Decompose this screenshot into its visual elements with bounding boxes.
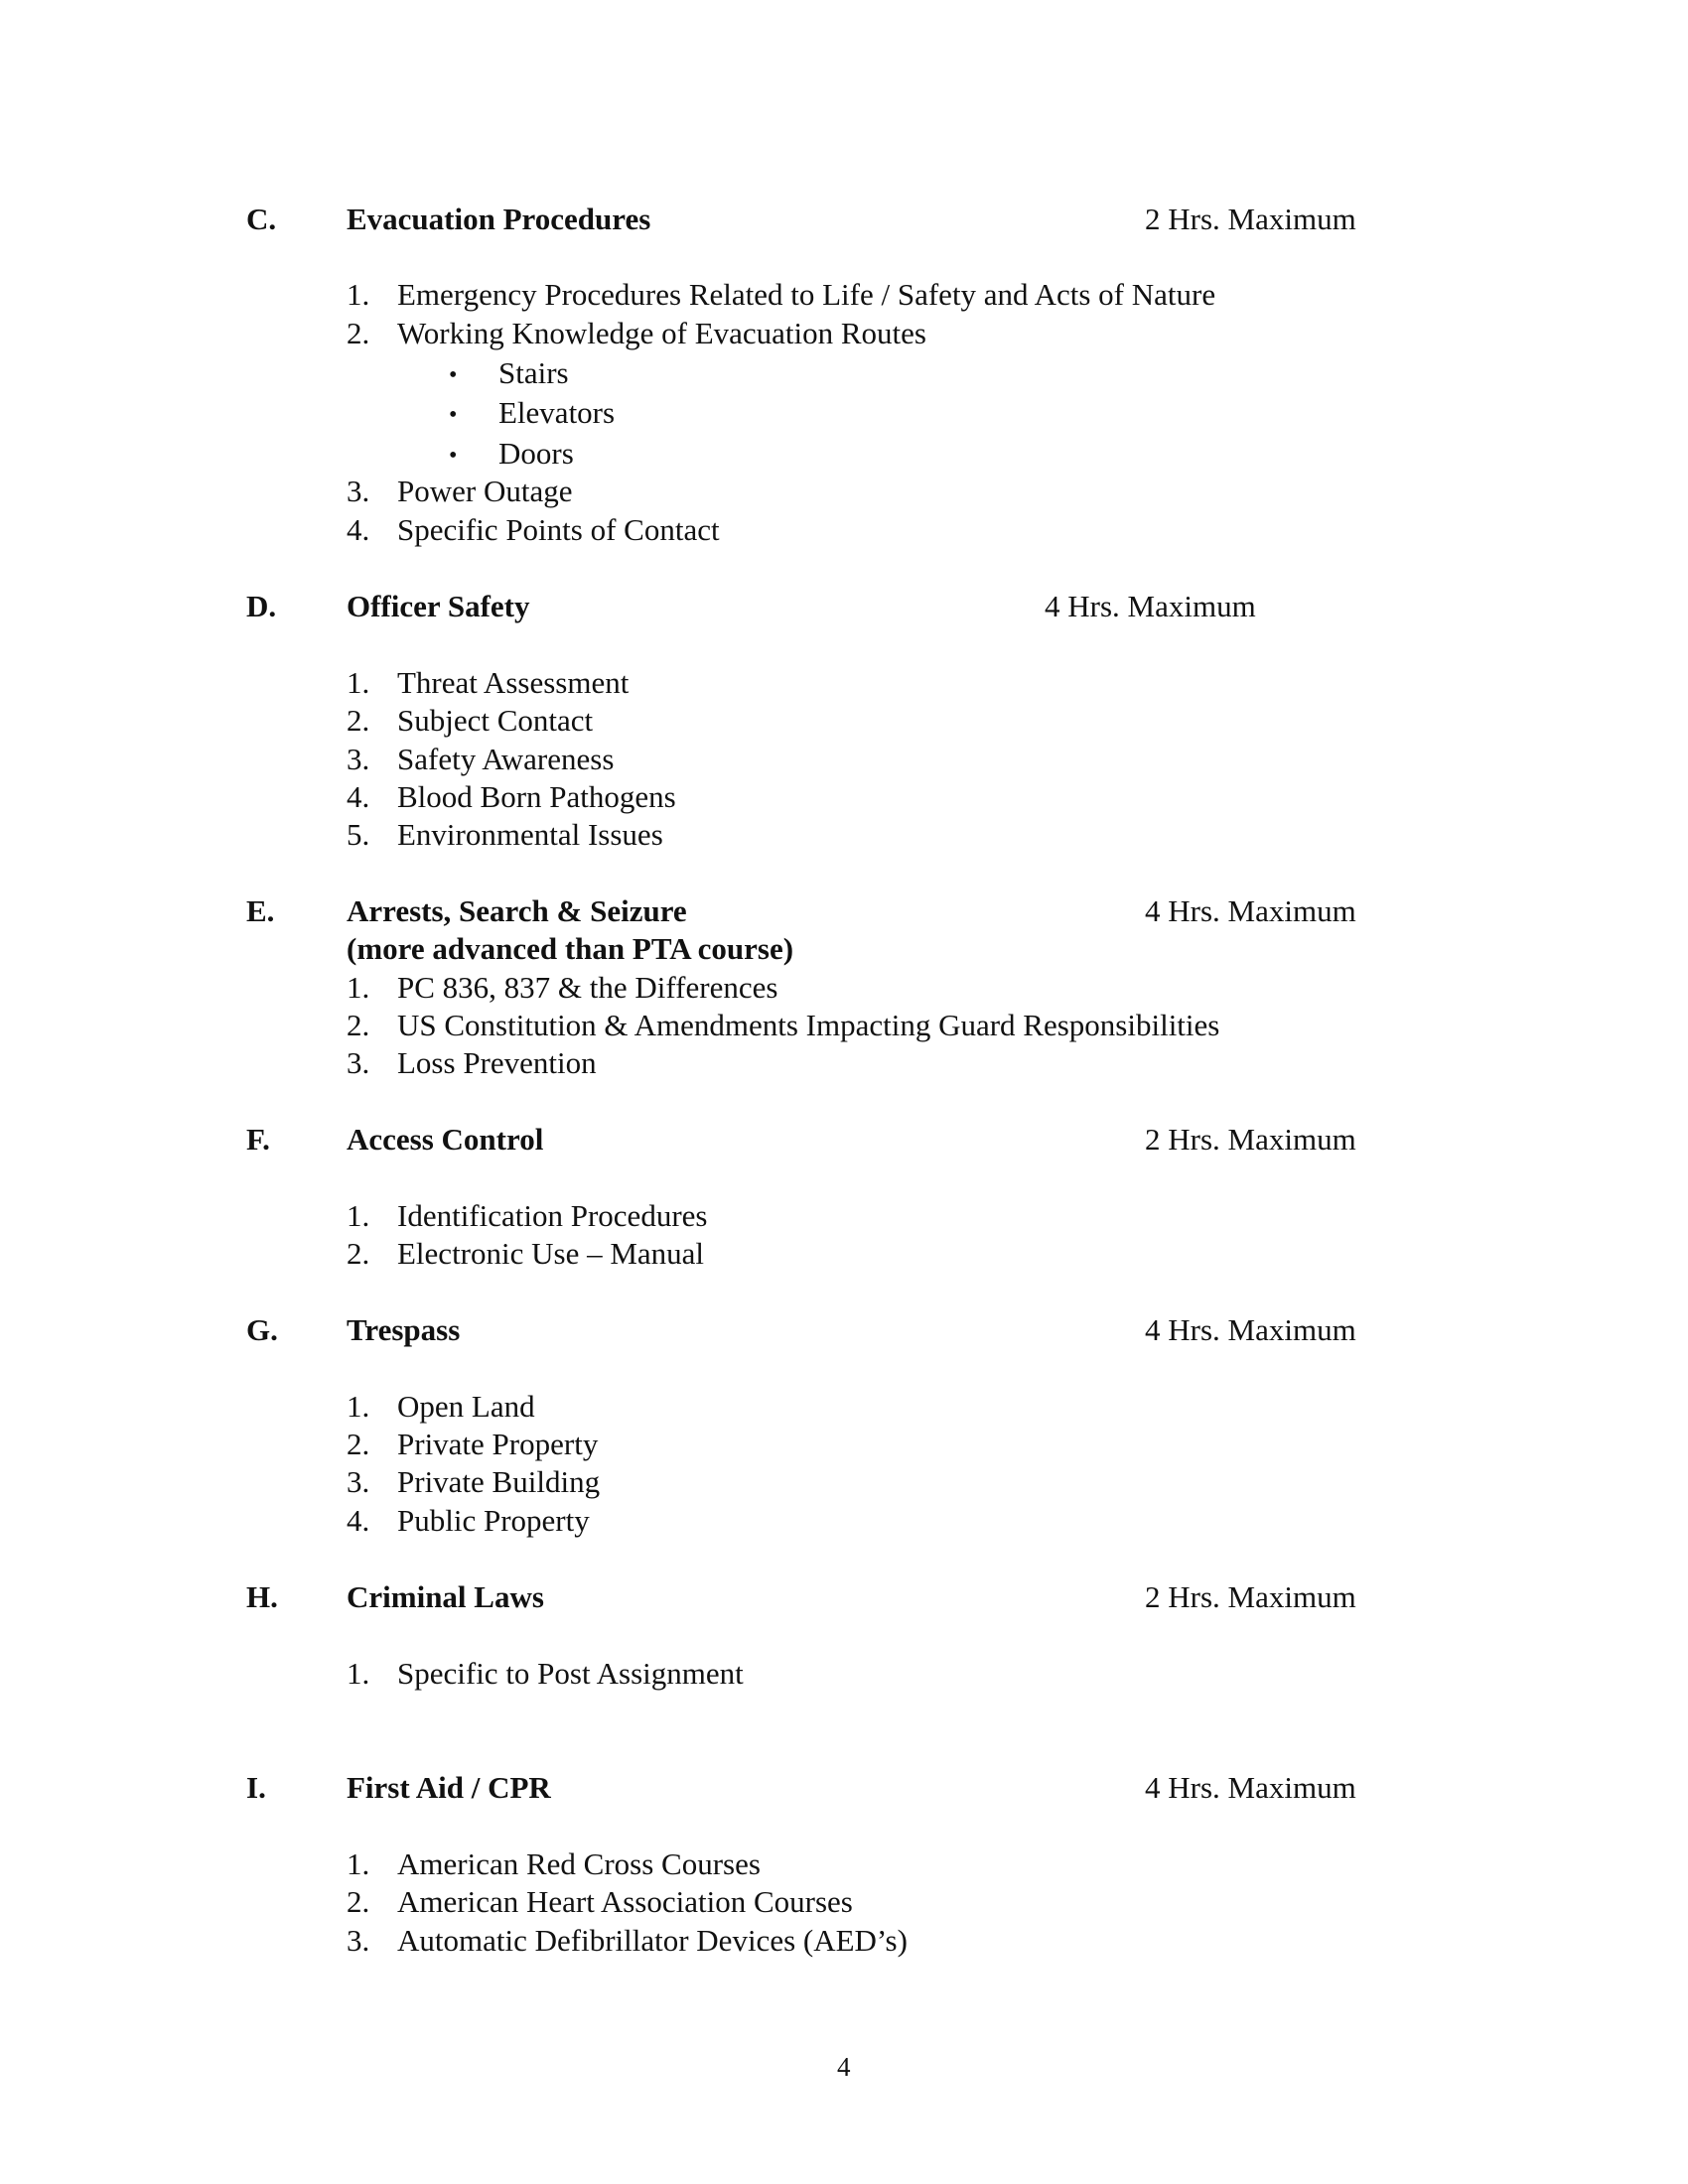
- list-item: PC 836, 837 & the Differences: [397, 970, 778, 1005]
- list-item: Specific to Post Assignment: [397, 1656, 744, 1691]
- list-item: US Constitution & Amendments Impacting Guard Responsibilities: [397, 1008, 1220, 1042]
- list-item: American Heart Association Courses: [397, 1884, 853, 1919]
- page-number: 4: [837, 2052, 851, 2082]
- list-item: American Red Cross Courses: [397, 1846, 761, 1881]
- bullet-item: Elevators: [498, 395, 616, 430]
- list-item: Environmental Issues: [397, 817, 663, 852]
- bullet-icon: •: [449, 402, 458, 428]
- list-item: Loss Prevention: [397, 1045, 597, 1080]
- bullet-item: Doors: [498, 436, 574, 471]
- section-letter: H.: [246, 1579, 278, 1614]
- list-item: Private Building: [397, 1464, 601, 1499]
- list-item: Automatic Defibrillator Devices (AED’s): [397, 1923, 908, 1958]
- list-item-number: 2.: [347, 1427, 370, 1461]
- section-letter: D.: [246, 589, 277, 623]
- list-item-number: 3.: [347, 1045, 370, 1080]
- list-item: Private Property: [397, 1427, 599, 1461]
- list-item-number: 4.: [347, 512, 370, 547]
- section-letter: G.: [246, 1312, 278, 1347]
- list-item-number: 1.: [347, 1656, 370, 1691]
- section-title: Criminal Laws: [347, 1579, 544, 1614]
- list-item-number: 1.: [347, 1389, 370, 1424]
- section-title: First Aid / CPR: [347, 1770, 551, 1805]
- list-item-number: 2.: [347, 1236, 370, 1271]
- list-item-number: 1.: [347, 277, 370, 312]
- bullet-icon: •: [449, 362, 458, 388]
- section-hours: 4 Hrs. Maximum: [1045, 589, 1256, 623]
- list-item-number: 5.: [347, 817, 370, 852]
- list-item: Subject Contact: [397, 703, 594, 738]
- section-title: Trespass: [347, 1312, 461, 1347]
- section-hours: 4 Hrs. Maximum: [1145, 1770, 1356, 1805]
- list-item-number: 4.: [347, 779, 370, 814]
- section-letter: I.: [246, 1770, 266, 1805]
- list-item: Safety Awareness: [397, 742, 615, 776]
- section-hours: 4 Hrs. Maximum: [1145, 1312, 1356, 1347]
- list-item-number: 3.: [347, 474, 370, 508]
- section-hours: 2 Hrs. Maximum: [1145, 1122, 1356, 1157]
- section-letter: F.: [246, 1122, 270, 1157]
- section-subtitle: (more advanced than PTA course): [347, 931, 794, 966]
- list-item: Open Land: [397, 1389, 535, 1424]
- list-item-number: 4.: [347, 1503, 370, 1538]
- list-item: Blood Born Pathogens: [397, 779, 676, 814]
- list-item: Public Property: [397, 1503, 590, 1538]
- bullet-item: Stairs: [498, 355, 569, 390]
- list-item-number: 1.: [347, 1846, 370, 1881]
- list-item-number: 1.: [347, 970, 370, 1005]
- section-hours: 4 Hrs. Maximum: [1145, 893, 1356, 928]
- list-item: Electronic Use – Manual: [397, 1236, 705, 1271]
- bullet-icon: •: [449, 443, 458, 469]
- list-item-number: 2.: [347, 316, 370, 350]
- section-title: Arrests, Search & Seizure: [347, 893, 687, 928]
- section-letter: E.: [246, 893, 275, 928]
- list-item: Identification Procedures: [397, 1198, 708, 1233]
- list-item: Emergency Procedures Related to Life / Safety and Acts of Nature: [397, 277, 1216, 312]
- list-item-number: 2.: [347, 703, 370, 738]
- section-hours: 2 Hrs. Maximum: [1145, 1579, 1356, 1614]
- section-title: Access Control: [347, 1122, 544, 1157]
- list-item-number: 1.: [347, 665, 370, 700]
- list-item-number: 2.: [347, 1008, 370, 1042]
- section-title: Evacuation Procedures: [347, 202, 651, 236]
- list-item-number: 3.: [347, 742, 370, 776]
- section-hours: 2 Hrs. Maximum: [1145, 202, 1356, 236]
- list-item: Working Knowledge of Evacuation Routes: [397, 316, 926, 350]
- list-item: Specific Points of Contact: [397, 512, 720, 547]
- list-item-number: 2.: [347, 1884, 370, 1919]
- section-letter: C.: [246, 202, 277, 236]
- list-item: Threat Assessment: [397, 665, 630, 700]
- list-item-number: 3.: [347, 1923, 370, 1958]
- list-item-number: 3.: [347, 1464, 370, 1499]
- list-item: Power Outage: [397, 474, 573, 508]
- section-title: Officer Safety: [347, 589, 530, 623]
- list-item-number: 1.: [347, 1198, 370, 1233]
